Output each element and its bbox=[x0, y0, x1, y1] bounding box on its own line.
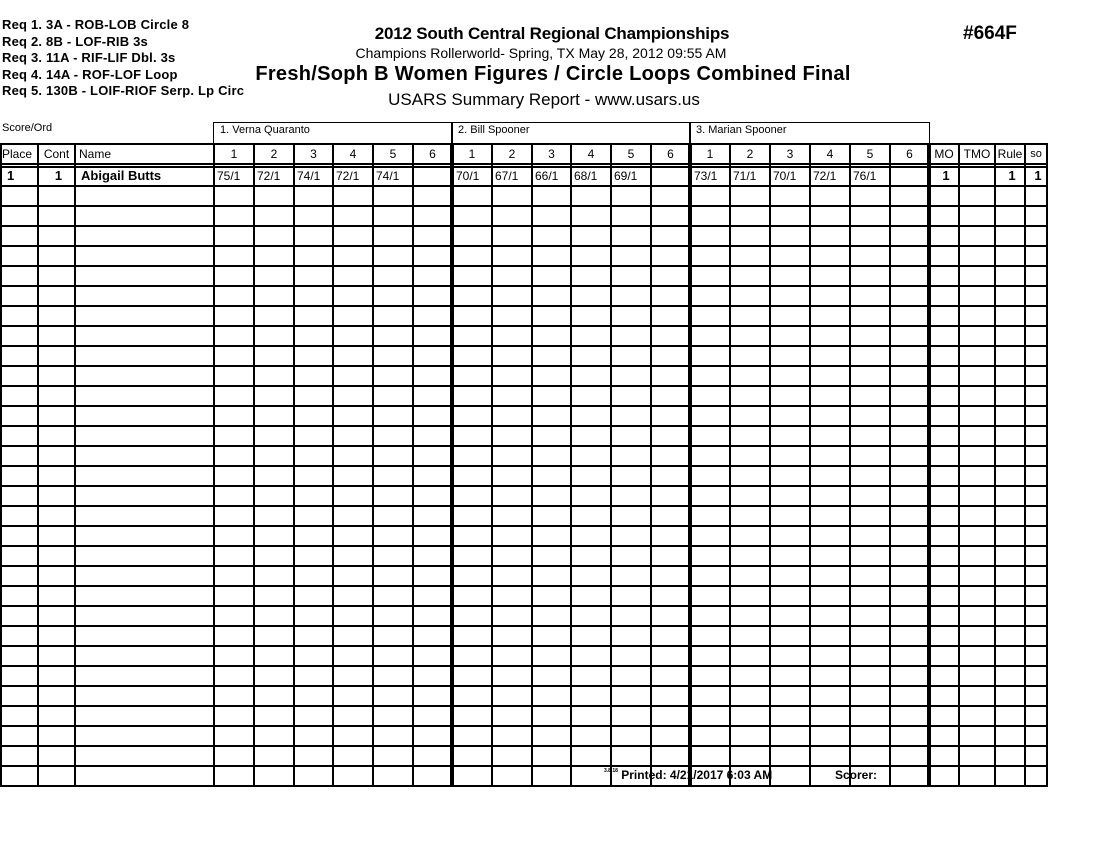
judge-2-score-1: 70/1 bbox=[456, 169, 480, 183]
rule-cell: 1 bbox=[1008, 168, 1016, 183]
grid-line bbox=[74, 143, 76, 787]
version-label: 3.8.18 bbox=[604, 768, 618, 774]
grid-line bbox=[450, 143, 454, 787]
grid-line bbox=[293, 143, 295, 787]
judge-2-figure-1-header: 1 bbox=[468, 147, 476, 161]
requirement-4: Req 4. 14A - ROF-LOF Loop bbox=[2, 66, 178, 82]
event-title: Fresh/Soph B Women Figures / Circle Loops Combined Final bbox=[255, 63, 851, 85]
grid-line bbox=[372, 143, 374, 787]
judge-1-header: 1. Verna Quaranto bbox=[213, 122, 453, 143]
column-header-cont: Cont bbox=[43, 147, 70, 161]
judge-3-header: 3. Marian Spooner bbox=[689, 122, 930, 143]
judge-3-figure-6-header: 6 bbox=[906, 147, 913, 161]
judge-3-figure-2-header: 2 bbox=[746, 147, 754, 161]
judge-3-score-5: 76/1 bbox=[853, 169, 877, 183]
column-header-tmo: TMO bbox=[963, 147, 991, 161]
judge-1-score-3: 74/1 bbox=[297, 169, 321, 183]
judge-3-score-4: 72/1 bbox=[813, 169, 837, 183]
requirement-3: Req 3. 11A - RIF-LIF Dbl. 3s bbox=[2, 50, 176, 65]
printed-timestamp: Printed: 4/21/2017 6:03 AM bbox=[621, 768, 773, 782]
judge-1-figure-5-header: 5 bbox=[389, 147, 397, 161]
judge-2-score-5: 69/1 bbox=[614, 169, 638, 183]
judge-2-figure-5-header: 5 bbox=[627, 147, 635, 161]
judge-1-score-2: 72/1 bbox=[257, 169, 281, 183]
judge-2-score-3: 66/1 bbox=[535, 169, 559, 183]
grid-line bbox=[37, 143, 39, 787]
grid-line bbox=[610, 143, 612, 787]
column-header-place: Place bbox=[2, 147, 33, 161]
judge-1-score-1: 75/1 bbox=[217, 169, 241, 183]
column-header-name: Name bbox=[79, 147, 112, 161]
judge-3-figure-3-header: 3 bbox=[786, 147, 794, 161]
grid-line bbox=[213, 143, 215, 787]
requirement-5: Req 5. 130B - LOIF-RIOF Serp. Lp Circ bbox=[2, 83, 245, 98]
requirement-1: Req 1. 3A - ROB-LOB Circle 8 bbox=[2, 17, 190, 32]
grid-line bbox=[253, 143, 255, 787]
judge-2-figure-2-header: 2 bbox=[508, 147, 516, 161]
judge-2-score-4: 68/1 bbox=[574, 169, 598, 183]
grid-line bbox=[927, 143, 931, 787]
cont-cell: 1 bbox=[54, 168, 63, 183]
printed-info bbox=[604, 768, 772, 782]
judge-2-figure-4-header: 4 bbox=[587, 147, 595, 161]
grid-line bbox=[849, 143, 851, 787]
grid-line bbox=[650, 143, 652, 787]
scorer-label: Scorer: bbox=[835, 768, 878, 782]
grid-line bbox=[688, 143, 692, 787]
score-ord-label: Score/Ord bbox=[2, 122, 53, 134]
grid-line bbox=[531, 143, 533, 787]
judge-3-score-3: 70/1 bbox=[773, 169, 797, 183]
venue-date: Champions Rollerworld- Spring, TX May 28, 2012 09:55 AM bbox=[355, 45, 727, 61]
column-header-rule: Rule bbox=[997, 147, 1023, 161]
judge-3-figure-1-header: 1 bbox=[706, 147, 714, 161]
grid-line bbox=[0, 143, 2, 787]
so-cell: 1 bbox=[1034, 168, 1042, 183]
grid-line bbox=[958, 143, 960, 787]
judge-3-figure-5-header: 5 bbox=[866, 147, 874, 161]
judge-3-score-2: 71/1 bbox=[733, 169, 757, 183]
judge-2-header: 2. Bill Spooner bbox=[451, 122, 691, 143]
judge-1-figure-6-header: 6 bbox=[429, 147, 436, 161]
grid-line bbox=[1024, 143, 1026, 787]
grid-line bbox=[769, 143, 771, 787]
grid-line bbox=[809, 143, 811, 787]
judge-3-score-1: 73/1 bbox=[694, 169, 718, 183]
judge-1-figure-1-header: 1 bbox=[230, 147, 238, 161]
judge-1-score-5: 74/1 bbox=[376, 169, 400, 183]
judge-1-figure-4-header: 4 bbox=[349, 147, 357, 161]
skater-name: Abigail Butts bbox=[81, 168, 162, 183]
judge-3-figure-4-header: 4 bbox=[826, 147, 834, 161]
judge-1-figure-2-header: 2 bbox=[270, 147, 278, 161]
judge-2-figure-3-header: 3 bbox=[548, 147, 555, 161]
grid-line bbox=[994, 143, 996, 787]
judge-2-figure-6-header: 6 bbox=[667, 147, 674, 161]
judge-2-score-2: 67/1 bbox=[495, 169, 519, 183]
grid-line bbox=[491, 143, 493, 787]
column-header-so: so bbox=[1030, 148, 1042, 160]
grid-line bbox=[889, 143, 891, 787]
grid-line bbox=[412, 143, 414, 787]
mo-cell: 1 bbox=[942, 168, 950, 183]
requirement-2: Req 2. 8B - LOF-RIB 3s bbox=[2, 33, 148, 49]
championship-title: 2012 South Central Regional Championships bbox=[374, 24, 730, 43]
event-code: #664F bbox=[963, 23, 1017, 44]
column-header-mo: MO bbox=[934, 147, 954, 161]
grid-line bbox=[570, 143, 572, 787]
place-cell: 1 bbox=[7, 168, 15, 183]
judge-1-score-4: 72/1 bbox=[336, 169, 360, 183]
grid-line bbox=[729, 143, 731, 787]
grid-line bbox=[1046, 143, 1048, 787]
grid-line bbox=[332, 143, 334, 787]
judge-1-figure-3-header: 3 bbox=[310, 147, 317, 161]
report-subtitle: USARS Summary Report - www.usars.us bbox=[388, 90, 700, 109]
